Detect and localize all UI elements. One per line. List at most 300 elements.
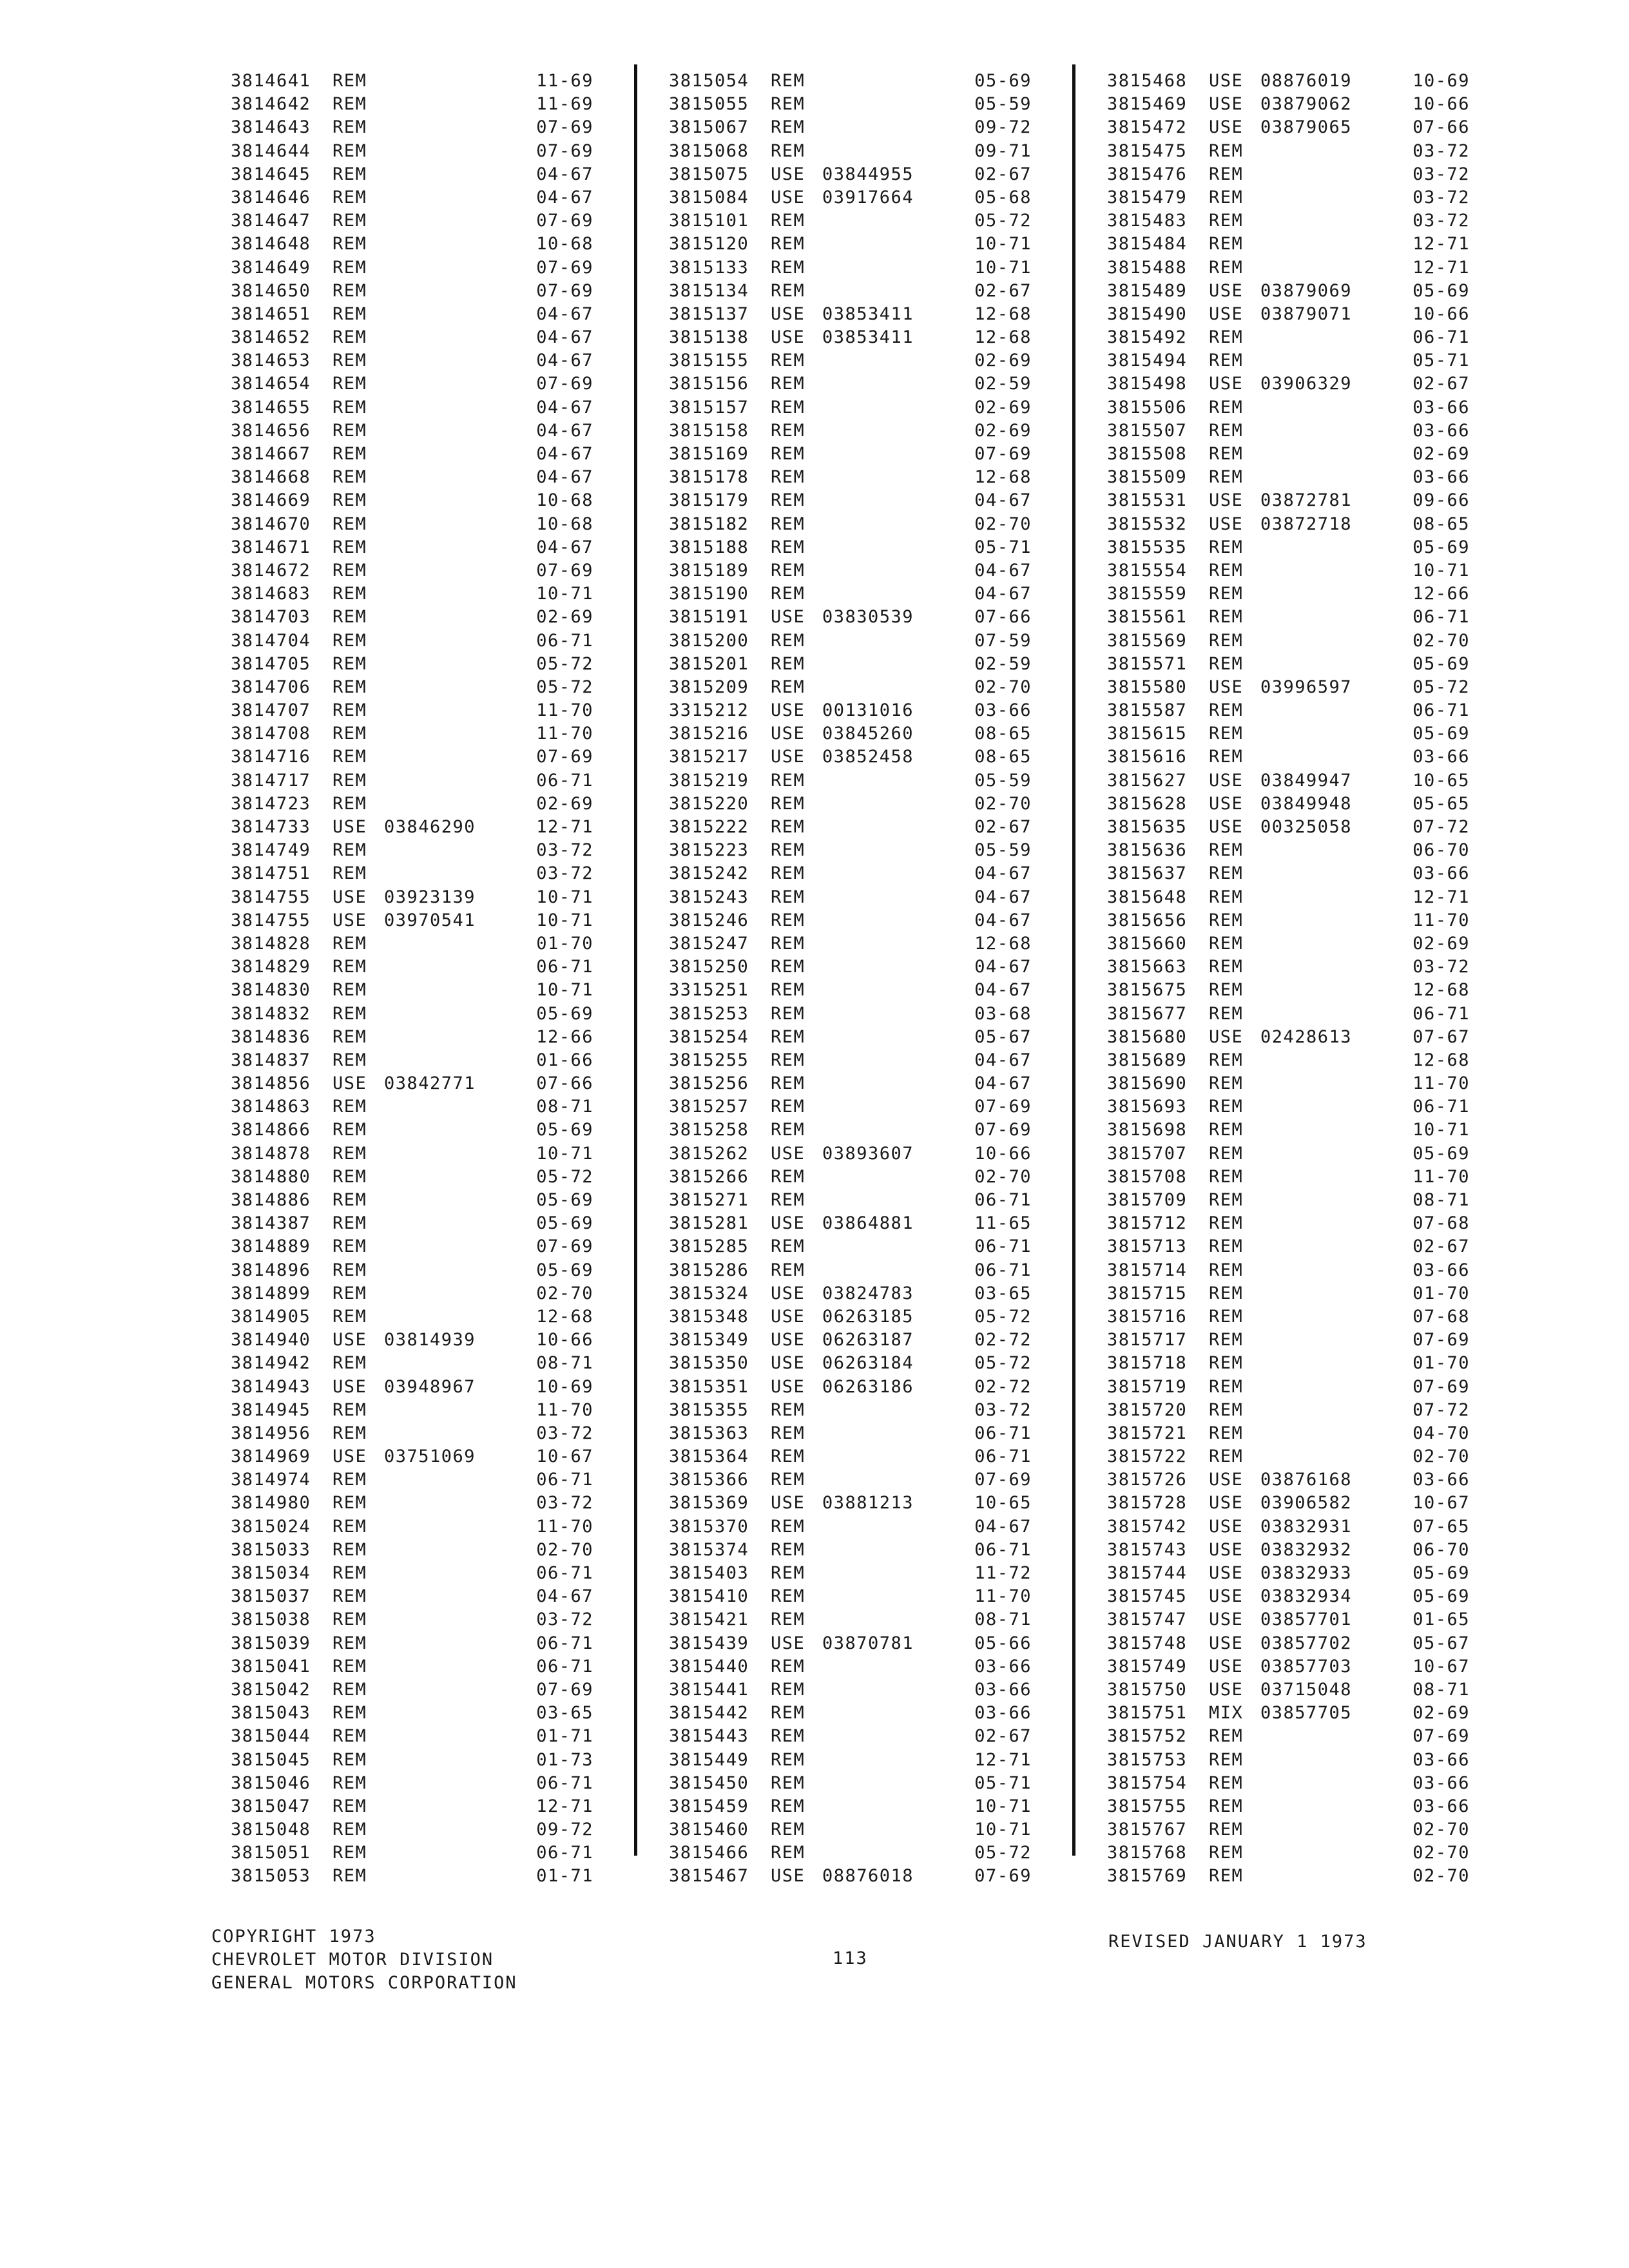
part-number: 3814755 [231, 910, 311, 930]
part-number: 3814650 [231, 280, 311, 301]
part-row [669, 163, 1032, 186]
action-code: REM [333, 793, 367, 814]
date-code: 03-65 [536, 1703, 593, 1724]
action-code: USE [1209, 1633, 1244, 1653]
part-number: 3815201 [669, 653, 749, 674]
part-row [1107, 489, 1470, 512]
part-number: 3815178 [669, 467, 749, 488]
part-number: 3815271 [669, 1190, 749, 1210]
part-number: 3815587 [1107, 700, 1188, 721]
action-code: REM [771, 1749, 805, 1770]
action-code: USE [1209, 94, 1244, 115]
part-row [231, 419, 593, 443]
action-code: REM [771, 1563, 805, 1583]
action-code: REM [771, 140, 805, 161]
action-code: REM [771, 397, 805, 418]
part-number: 3814667 [231, 444, 311, 464]
date-code: 02-69 [1412, 444, 1470, 464]
part-number: 3814837 [231, 1050, 311, 1070]
part-number: 3814878 [231, 1143, 311, 1164]
part-row [1107, 1515, 1470, 1539]
date-code: 06-71 [536, 1563, 593, 1583]
part-number: 3815256 [669, 1073, 749, 1094]
action-code: REM [333, 1820, 367, 1840]
part-number: 3815189 [669, 560, 749, 581]
date-code: 06-70 [1412, 840, 1470, 861]
part-number: 3815048 [231, 1820, 311, 1840]
action-code: REM [333, 653, 367, 674]
part-row [231, 1003, 593, 1026]
action-code: USE [771, 1633, 805, 1653]
part-number: 3815476 [1107, 164, 1188, 184]
part-row [669, 839, 1032, 862]
part-number: 3814656 [231, 420, 311, 441]
part-row [669, 466, 1032, 489]
action-code: REM [1209, 1306, 1244, 1327]
replacement-part: 03872781 [1260, 490, 1353, 511]
date-code: 05-72 [974, 1843, 1032, 1863]
action-code: REM [771, 1166, 805, 1187]
part-number: 3815374 [669, 1539, 749, 1560]
action-code: REM [1209, 630, 1244, 651]
action-code: REM [333, 467, 367, 488]
part-row [1107, 676, 1470, 699]
date-code: 04-67 [974, 957, 1032, 977]
part-number: 3815616 [1107, 747, 1188, 767]
action-code: REM [771, 840, 805, 861]
part-row [231, 1259, 593, 1282]
part-row [669, 256, 1032, 280]
part-row [1107, 443, 1470, 466]
action-code: REM [1209, 1236, 1244, 1257]
action-code: REM [1209, 1749, 1244, 1770]
part-number: 3815355 [669, 1399, 749, 1420]
part-row [1107, 1212, 1470, 1235]
replacement-part: 03857702 [1260, 1633, 1353, 1653]
part-row [231, 1865, 593, 1888]
part-row [669, 1468, 1032, 1492]
part-row [231, 676, 593, 699]
date-code: 10-71 [536, 887, 593, 907]
date-code: 03-66 [1412, 1773, 1470, 1793]
part-row [231, 1795, 593, 1818]
action-code: REM [771, 957, 805, 977]
action-code: REM [771, 234, 805, 255]
replacement-part: 03923139 [384, 887, 476, 907]
action-code: REM [333, 1773, 367, 1793]
part-number: 3815220 [669, 793, 749, 814]
part-row [231, 1095, 593, 1119]
part-row [669, 536, 1032, 559]
replacement-part: 03844955 [822, 164, 914, 184]
date-code: 08-65 [974, 724, 1032, 744]
action-code: REM [771, 1236, 805, 1257]
part-number: 3815475 [1107, 140, 1188, 161]
date-code: 04-70 [1412, 1423, 1470, 1443]
date-code: 04-67 [536, 537, 593, 557]
date-code: 03-66 [1412, 467, 1470, 488]
action-code: REM [771, 1656, 805, 1677]
date-code: 05-67 [1412, 1633, 1470, 1653]
action-code: USE [1209, 1563, 1244, 1583]
part-row [231, 559, 593, 582]
replacement-part: 03832934 [1260, 1586, 1353, 1607]
date-code: 05-72 [536, 653, 593, 674]
part-number: 3814980 [231, 1493, 311, 1514]
replacement-part: 03852458 [822, 747, 914, 767]
part-row [669, 769, 1032, 793]
part-number: 3815253 [669, 1003, 749, 1024]
part-number: 3815675 [1107, 980, 1188, 1001]
part-number: 3815714 [1107, 1260, 1188, 1280]
replacement-part: 03845260 [822, 724, 914, 744]
part-number: 3815747 [1107, 1610, 1188, 1630]
part-row [231, 489, 593, 512]
part-number: 3815637 [1107, 863, 1188, 884]
action-code: REM [1209, 560, 1244, 581]
part-row [1107, 1235, 1470, 1258]
part-number: 3815324 [669, 1283, 749, 1303]
date-code: 03-72 [536, 1493, 593, 1514]
part-number: 3814856 [231, 1073, 311, 1094]
date-code: 04-67 [536, 397, 593, 418]
part-row [231, 979, 593, 1002]
part-number: 3814836 [231, 1026, 311, 1047]
action-code: REM [333, 1610, 367, 1630]
date-code: 07-69 [1412, 1330, 1470, 1350]
part-row [669, 1795, 1032, 1818]
date-code: 02-69 [536, 793, 593, 814]
action-code: USE [771, 1283, 805, 1303]
part-number: 3815728 [1107, 1493, 1188, 1514]
date-code: 06-71 [536, 1633, 593, 1653]
date-code: 02-70 [974, 793, 1032, 814]
parts-column-3 [1107, 70, 1470, 1888]
action-code: REM [1209, 747, 1244, 767]
action-code: REM [333, 1493, 367, 1514]
part-row [669, 1818, 1032, 1841]
action-code: USE [1209, 770, 1244, 791]
part-row [669, 1539, 1032, 1562]
part-row [669, 1585, 1032, 1608]
part-number: 3814670 [231, 514, 311, 534]
part-row [669, 582, 1032, 606]
replacement-part: 03832931 [1260, 1516, 1353, 1537]
date-code: 12-68 [974, 303, 1032, 324]
part-row [669, 1562, 1032, 1585]
action-code: USE [771, 1353, 805, 1374]
action-code: USE [1209, 677, 1244, 697]
action-code: REM [333, 1843, 367, 1863]
part-number: 3814880 [231, 1166, 311, 1187]
action-code: REM [771, 1190, 805, 1210]
date-code: 03-72 [1412, 957, 1470, 977]
part-number: 3815369 [669, 1493, 749, 1514]
action-code: USE [771, 724, 805, 744]
date-code: 02-59 [974, 374, 1032, 394]
part-number: 3815472 [1107, 117, 1188, 138]
action-code: USE [1209, 117, 1244, 138]
part-row [669, 349, 1032, 372]
action-code: REM [1209, 1097, 1244, 1117]
part-number: 3815768 [1107, 1843, 1188, 1863]
date-code: 12-66 [536, 1026, 593, 1047]
part-row [231, 513, 593, 536]
part-number: 3815364 [669, 1446, 749, 1467]
part-row [231, 1399, 593, 1422]
action-code: REM [333, 1679, 367, 1700]
date-code: 03-66 [1412, 397, 1470, 418]
date-code: 02-72 [974, 1330, 1032, 1350]
date-code: 10-68 [536, 514, 593, 534]
action-code: REM [333, 164, 367, 184]
replacement-part: 08876019 [1260, 71, 1353, 91]
part-row [231, 1119, 593, 1142]
part-number: 3815698 [1107, 1120, 1188, 1140]
part-number: 3815750 [1107, 1679, 1188, 1700]
part-row [1107, 1119, 1470, 1142]
part-row [1107, 862, 1470, 885]
action-code: USE [1209, 1516, 1244, 1537]
part-number: 3815713 [1107, 1236, 1188, 1257]
date-code: 04-67 [974, 1073, 1032, 1094]
part-number: 3814671 [231, 537, 311, 557]
part-number: 3815038 [231, 1610, 311, 1630]
date-code: 10-71 [536, 1143, 593, 1164]
date-code: 10-71 [536, 584, 593, 604]
part-row [231, 1212, 593, 1235]
part-row [669, 909, 1032, 932]
part-row [1107, 1749, 1470, 1772]
action-code: REM [1209, 1446, 1244, 1467]
part-row [669, 443, 1032, 466]
part-row [1107, 1072, 1470, 1095]
part-number: 3815663 [1107, 957, 1188, 977]
action-code: REM [771, 280, 805, 301]
part-row [231, 956, 593, 979]
part-row [231, 1026, 593, 1049]
replacement-part: 03906329 [1260, 374, 1353, 394]
part-number: 3814749 [231, 840, 311, 861]
part-number: 3815715 [1107, 1283, 1188, 1303]
action-code: REM [771, 117, 805, 138]
date-code: 02-59 [974, 653, 1032, 674]
date-code: 09-72 [536, 1820, 593, 1840]
date-code: 06-71 [536, 770, 593, 791]
date-code: 06-71 [1412, 1097, 1470, 1117]
action-code: REM [1209, 1213, 1244, 1234]
date-code: 02-69 [536, 607, 593, 628]
part-row [231, 1305, 593, 1329]
action-code: MIX [1209, 1703, 1244, 1724]
part-row [1107, 1539, 1470, 1562]
date-code: 07-69 [536, 1236, 593, 1257]
part-row [231, 816, 593, 839]
part-number: 3815449 [669, 1749, 749, 1770]
column-divider [634, 64, 637, 1856]
part-number: 3815754 [1107, 1773, 1188, 1793]
action-code: REM [333, 397, 367, 418]
action-code: REM [771, 1260, 805, 1280]
date-code: 05-67 [974, 1026, 1032, 1047]
date-code: 10-71 [974, 1796, 1032, 1816]
part-number: 3814648 [231, 234, 311, 255]
part-number: 3815188 [669, 537, 749, 557]
part-number: 3815421 [669, 1610, 749, 1630]
date-code: 11-70 [974, 1586, 1032, 1607]
date-code: 04-67 [974, 1516, 1032, 1537]
action-code: REM [1209, 1353, 1244, 1374]
part-number: 3815363 [669, 1423, 749, 1443]
date-code: 07-69 [536, 257, 593, 278]
action-code: REM [333, 1586, 367, 1607]
part-number: 3815484 [1107, 234, 1188, 255]
date-code: 07-69 [536, 374, 593, 394]
date-code: 05-65 [1412, 793, 1470, 814]
action-code: REM [1209, 584, 1244, 604]
date-code: 05-66 [974, 1633, 1032, 1653]
date-code: 10-71 [974, 257, 1032, 278]
part-row [669, 1282, 1032, 1305]
date-code: 02-67 [1412, 1236, 1470, 1257]
part-number: 3814755 [231, 887, 311, 907]
part-number: 3815254 [669, 1026, 749, 1047]
part-number: 3814733 [231, 817, 311, 837]
date-code: 10-71 [536, 980, 593, 1001]
part-number: 3815753 [1107, 1749, 1188, 1770]
part-row [231, 909, 593, 932]
date-code: 05-69 [1412, 1143, 1470, 1164]
date-code: 01-70 [1412, 1283, 1470, 1303]
action-code: REM [333, 1399, 367, 1420]
part-number: 3815571 [1107, 653, 1188, 674]
part-row [669, 489, 1032, 512]
part-row [669, 793, 1032, 816]
action-code: REM [333, 630, 367, 651]
action-code: USE [771, 327, 805, 348]
action-code: REM [333, 980, 367, 1001]
part-row [231, 653, 593, 676]
part-number: 3815258 [669, 1120, 749, 1140]
action-code: USE [771, 1306, 805, 1327]
part-row [669, 1725, 1032, 1748]
part-number: 3814751 [231, 863, 311, 884]
part-row [231, 839, 593, 862]
date-code: 05-69 [1412, 537, 1470, 557]
action-code: REM [333, 1749, 367, 1770]
part-number: 3815156 [669, 374, 749, 394]
part-number: 3815532 [1107, 514, 1188, 534]
part-row [231, 1189, 593, 1212]
date-code: 02-70 [1412, 1843, 1470, 1863]
action-code: USE [333, 817, 367, 837]
date-code: 06-71 [974, 1446, 1032, 1467]
action-code: REM [771, 211, 805, 231]
action-code: REM [1209, 1376, 1244, 1397]
date-code: 02-67 [974, 1726, 1032, 1747]
part-row [231, 1608, 593, 1631]
action-code: USE [771, 164, 805, 184]
part-number: 3815255 [669, 1050, 749, 1070]
action-code: USE [771, 1330, 805, 1350]
action-code: REM [1209, 234, 1244, 255]
part-row [669, 1492, 1032, 1515]
date-code: 07-69 [536, 747, 593, 767]
date-code: 06-71 [536, 1470, 593, 1490]
part-number: 3815569 [1107, 630, 1188, 651]
action-code: USE [1209, 374, 1244, 394]
action-code: REM [1209, 1120, 1244, 1140]
part-row [669, 1515, 1032, 1539]
part-row [1107, 559, 1470, 582]
part-number: 3814707 [231, 700, 311, 721]
part-number: 3814642 [231, 94, 311, 115]
action-code: REM [771, 1703, 805, 1724]
replacement-part: 06263184 [822, 1353, 914, 1374]
date-code: 12-68 [974, 467, 1032, 488]
part-number: 3815055 [669, 94, 749, 115]
part-number: 3814945 [231, 1399, 311, 1420]
action-code: USE [771, 607, 805, 628]
part-row [1107, 372, 1470, 396]
action-code: REM [333, 537, 367, 557]
date-code: 07-69 [536, 140, 593, 161]
part-row [1107, 1818, 1470, 1841]
action-code: REM [771, 560, 805, 581]
date-code: 10-71 [974, 234, 1032, 255]
action-code: USE [1209, 1493, 1244, 1514]
action-code: USE [771, 700, 805, 721]
part-row [669, 186, 1032, 209]
part-row [1107, 1142, 1470, 1166]
date-code: 07-72 [1412, 1399, 1470, 1420]
part-number: 3815041 [231, 1656, 311, 1677]
part-number: 3815459 [669, 1796, 749, 1816]
part-number: 3815053 [231, 1866, 311, 1887]
part-number: 3815158 [669, 420, 749, 441]
date-code: 05-72 [1412, 677, 1470, 697]
date-code: 02-70 [974, 1166, 1032, 1187]
part-number: 3815068 [669, 140, 749, 161]
action-code: REM [333, 770, 367, 791]
replacement-part: 03970541 [384, 910, 476, 930]
part-row [1107, 979, 1470, 1002]
date-code: 03-65 [974, 1283, 1032, 1303]
action-code: REM [1209, 537, 1244, 557]
part-number: 3815242 [669, 863, 749, 884]
action-code: REM [333, 1633, 367, 1653]
part-number: 3815535 [1107, 537, 1188, 557]
date-code: 06-71 [974, 1190, 1032, 1210]
copyright-notice: COPYRIGHT 1973 CHEVROLET MOTOR DIVISION GENERAL MOTORS CORPORATION [211, 1927, 517, 1993]
part-row [1107, 956, 1470, 979]
replacement-part: 03842771 [384, 1073, 476, 1094]
part-row [231, 536, 593, 559]
action-code: REM [1209, 840, 1244, 861]
part-number: 3815200 [669, 630, 749, 651]
date-code: 10-65 [1412, 770, 1470, 791]
part-row [231, 1049, 593, 1072]
part-row [1107, 186, 1470, 209]
action-code: REM [333, 140, 367, 161]
part-row [669, 886, 1032, 909]
date-code: 07-66 [974, 607, 1032, 628]
action-code: REM [1209, 1399, 1244, 1420]
part-row [231, 70, 593, 93]
action-code: USE [771, 1866, 805, 1887]
part-row [231, 1562, 593, 1585]
part-number: 3815709 [1107, 1190, 1188, 1210]
